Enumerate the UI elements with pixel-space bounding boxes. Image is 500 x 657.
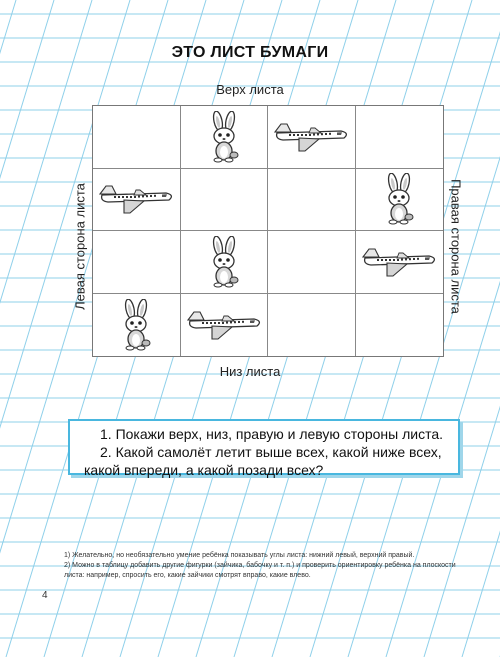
task-line-1: 1. Покажи верх, низ, правую и левую стороны листа.	[100, 426, 444, 442]
footnote-1: 1) Желательно, но необязательно умение ребёнка показывать углы листа: нижний левый, верхний правый.	[64, 552, 415, 559]
footnotes	[64, 551, 474, 581]
grid-cell	[181, 294, 269, 357]
right-side-label: Правая сторона листа	[448, 179, 464, 314]
bunny-icon	[115, 299, 157, 351]
bunny-icon	[203, 111, 245, 163]
grid-cell	[181, 106, 269, 169]
bottom-side-label: Низ листа	[219, 364, 281, 379]
grid-cell	[356, 231, 444, 294]
task-box	[68, 419, 460, 478]
grid-cell	[356, 106, 444, 169]
airplane-icon	[359, 245, 439, 279]
grid-cell	[268, 106, 356, 169]
airplane-icon	[271, 120, 351, 154]
paper-sheet-grid	[92, 105, 444, 357]
page-number: 4	[42, 590, 48, 601]
airplane-icon	[184, 308, 264, 342]
grid-cell	[268, 169, 356, 232]
airplane-icon	[96, 182, 176, 216]
bunny-icon	[378, 173, 420, 225]
grid-cell	[93, 294, 181, 357]
grid-cell	[93, 169, 181, 232]
grid-cell	[356, 294, 444, 357]
grid-cell	[181, 169, 269, 232]
page-title: ЭТО ЛИСТ БУМАГИ	[171, 44, 329, 61]
top-side-label: Верх листа	[216, 82, 284, 97]
bunny-icon	[203, 236, 245, 288]
grid-cell	[181, 231, 269, 294]
grid-cell	[268, 231, 356, 294]
grid-cell	[93, 106, 181, 169]
grid-cell	[356, 169, 444, 232]
footnote-2: 2) Можно в таблицу добавить другие фигурки (зайчика, бабочку и т. п.) и проверить ориентировку ребёнка на плоскости листа: например, спросить его, какие зайчики смотрят вправо, какие влево.	[64, 562, 456, 579]
task-line-2: 2. Какой самолёт летит выше всех, какой ниже всех, какой впереди, а какой позади всех?	[84, 444, 442, 478]
left-side-label: Левая сторона листа	[72, 183, 88, 310]
grid-cell	[93, 231, 181, 294]
grid-cell	[268, 294, 356, 357]
